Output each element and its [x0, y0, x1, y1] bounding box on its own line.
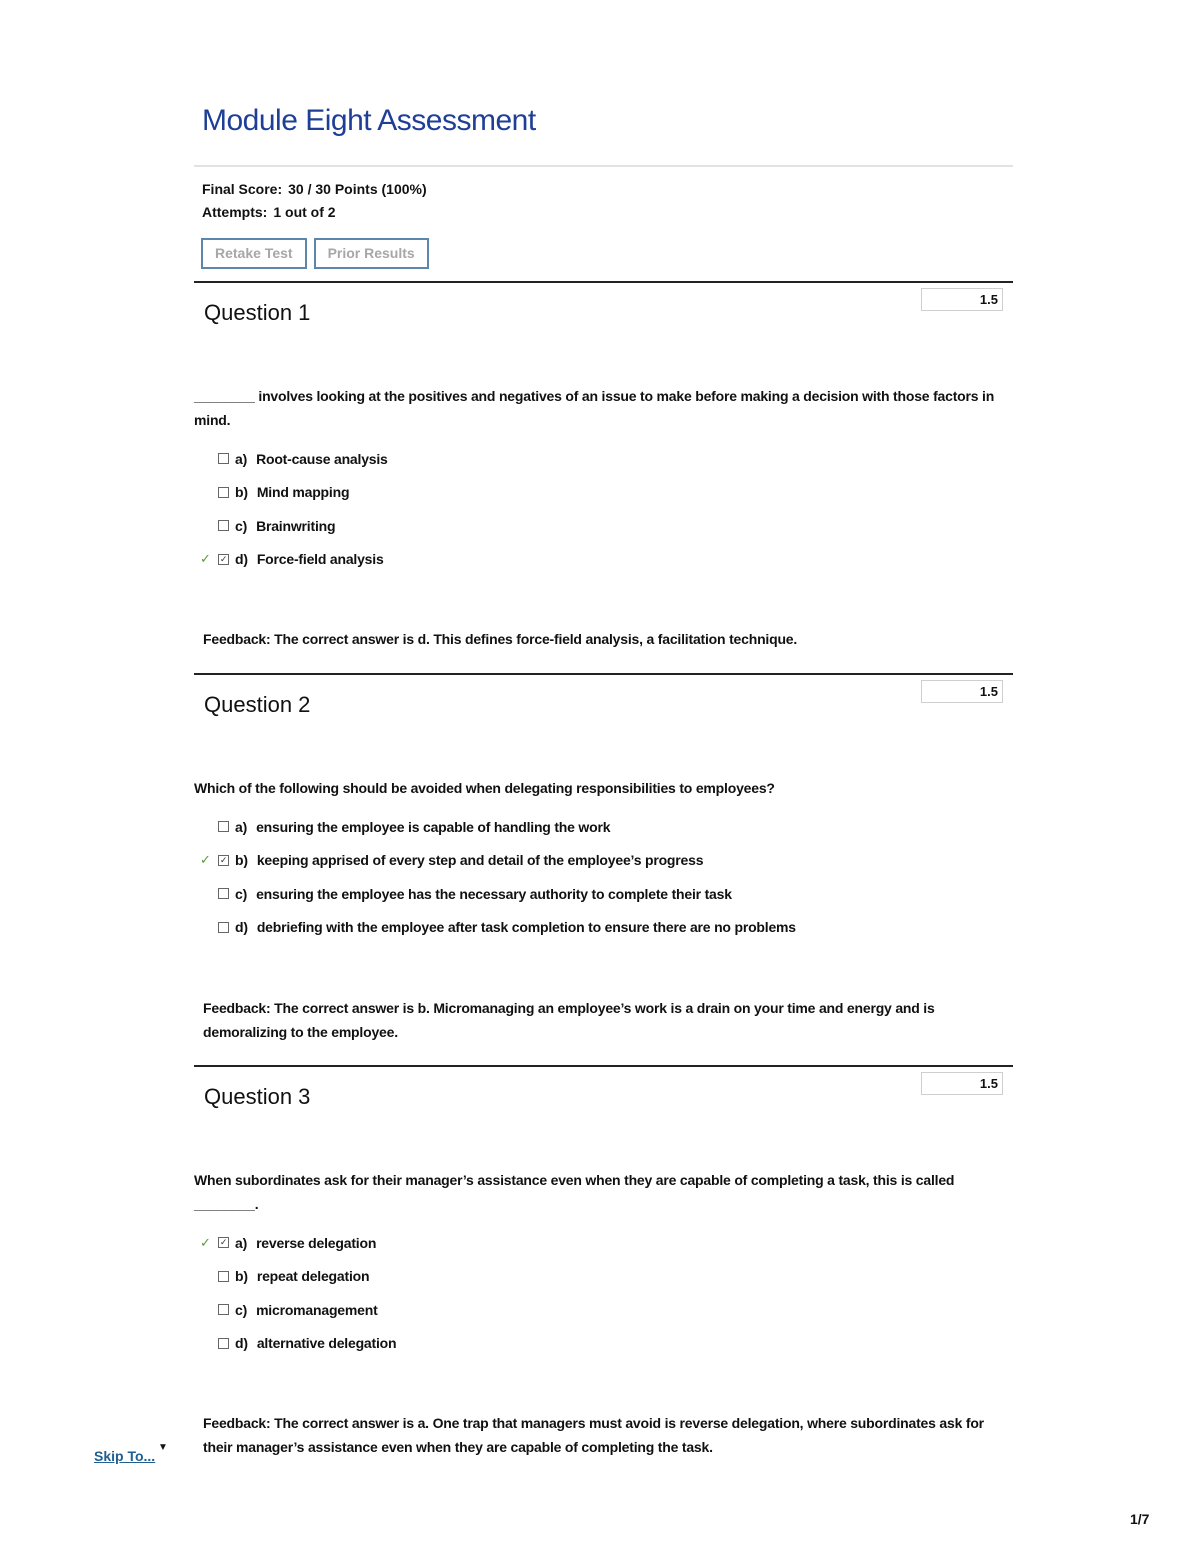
- option-letter: c): [235, 885, 248, 902]
- answer-option[interactable]: [200, 509, 388, 543]
- question-heading: Question 3: [204, 1084, 311, 1109]
- option-text: Root-cause analysis: [256, 450, 388, 467]
- checkbox[interactable]: [218, 453, 229, 464]
- option-text: ensuring the employee is capable of handling the work: [256, 818, 611, 835]
- correct-check-icon: ✓: [200, 551, 211, 567]
- option-text: ensuring the employee has the necessary authority to complete their task: [256, 885, 732, 902]
- feedback-label: Feedback:: [203, 631, 271, 647]
- answer-option[interactable]: [200, 911, 796, 945]
- feedback-label: Feedback:: [203, 1415, 271, 1431]
- feedback: [203, 1411, 1003, 1459]
- option-text: repeat delegation: [256, 1268, 370, 1285]
- option-text: alternative delegation: [256, 1335, 397, 1352]
- question-text: Which of the following should be avoided when delegating responsibilities to employees?: [194, 780, 775, 796]
- final-score-value: 30 / 30 Points (100%): [288, 181, 427, 197]
- checkbox[interactable]: [218, 821, 229, 832]
- answer-option[interactable]: [200, 1293, 396, 1327]
- option-letter: c): [235, 517, 248, 534]
- checkbox-checked[interactable]: ✓: [219, 1237, 228, 1248]
- checkbox[interactable]: [218, 888, 229, 899]
- checkbox[interactable]: [218, 520, 229, 531]
- checkbox[interactable]: [218, 1271, 229, 1282]
- attempts-label: Attempts:: [202, 204, 268, 220]
- option-letter: a): [235, 450, 248, 467]
- checkbox-checked[interactable]: ✓: [219, 553, 228, 564]
- checkbox[interactable]: [218, 1338, 229, 1349]
- option-text: debriefing with the employee after task completion to ensure there are no problems: [256, 919, 796, 936]
- final-score-row: [202, 178, 427, 201]
- feedback-label: Feedback:: [203, 1000, 271, 1016]
- answer-options: [200, 1226, 396, 1360]
- option-letter: b): [235, 852, 248, 869]
- correct-check-icon: ✓: [200, 852, 211, 868]
- answer-option[interactable]: [200, 810, 796, 844]
- option-text: Mind mapping: [256, 484, 350, 501]
- attempts-value: 1 out of 2: [273, 204, 336, 220]
- question-points: 1.5: [921, 1072, 1003, 1095]
- option-text: micromanagement: [256, 1301, 378, 1318]
- option-letter: c): [235, 1301, 248, 1318]
- option-text: keeping apprised of every step and detail of the employee’s progress: [256, 852, 704, 869]
- question-divider: [194, 673, 1013, 675]
- question-points: 1.5: [921, 288, 1003, 311]
- answer-options: [200, 810, 796, 944]
- feedback-text: The correct answer is d. This defines force-field analysis, a facilitation technique.: [274, 631, 798, 647]
- checkbox-checked[interactable]: ✓: [219, 854, 228, 865]
- feedback-text: The correct answer is b. Micromanaging an employee’s work is a drain on your time and energy and is demoralizing to the employee.: [203, 1000, 935, 1040]
- checkbox[interactable]: [218, 922, 229, 933]
- feedback-text: The correct answer is a. One trap that managers must avoid is reverse delegation, where subordinates ask for their manager’s assistance even when they are capable of completing the task.: [203, 1415, 984, 1455]
- answer-option[interactable]: [200, 1327, 396, 1361]
- prior-results-button[interactable]: Prior Results: [314, 238, 429, 269]
- option-letter: d): [235, 1335, 248, 1352]
- answer-option[interactable]: [200, 476, 388, 510]
- option-text: Brainwriting: [256, 517, 336, 534]
- question-text: When subordinates ask for their manager’s assistance even when they are capable of completing a task, this is called ________.: [194, 1172, 955, 1212]
- answer-option[interactable]: [200, 1260, 396, 1294]
- option-text: Force-field analysis: [256, 551, 384, 568]
- title-divider: [194, 165, 1013, 167]
- option-letter: b): [235, 1268, 248, 1285]
- option-text: reverse delegation: [256, 1234, 377, 1251]
- feedback: [203, 996, 1003, 1044]
- feedback: [203, 627, 1003, 651]
- option-letter: b): [235, 484, 248, 501]
- question-text: ________ involves looking at the positives and negatives of an issue to make before making a decision with those factors in mind.: [194, 388, 995, 428]
- correct-check-icon: ✓: [200, 1234, 211, 1250]
- answer-option[interactable]: [200, 442, 388, 476]
- final-score-label: Final Score:: [202, 181, 283, 197]
- checkbox[interactable]: [218, 487, 229, 498]
- answer-option[interactable]: [200, 844, 796, 878]
- answer-options: [200, 442, 388, 576]
- attempts-row: [202, 201, 427, 224]
- option-letter: d): [235, 919, 248, 936]
- page-title: Module Eight Assessment: [202, 104, 536, 137]
- option-letter: d): [235, 551, 248, 568]
- page-number: 1/7: [1130, 1511, 1150, 1527]
- question-divider: [194, 1065, 1013, 1067]
- question-heading: Question 2: [204, 692, 311, 717]
- score-summary: [202, 178, 427, 224]
- checkbox[interactable]: [218, 1304, 229, 1315]
- option-letter: a): [235, 1234, 248, 1251]
- retake-test-button[interactable]: Retake Test: [201, 238, 307, 269]
- question-heading: Question 1: [204, 300, 311, 325]
- question-points: 1.5: [921, 680, 1003, 703]
- option-letter: a): [235, 818, 248, 835]
- question-divider: [194, 281, 1013, 283]
- skip-to-link[interactable]: Skip To...: [94, 1448, 156, 1464]
- chevron-down-icon[interactable]: ▼: [158, 1442, 168, 1453]
- answer-option[interactable]: [200, 543, 388, 577]
- action-buttons: [201, 238, 429, 269]
- answer-option[interactable]: [200, 1226, 396, 1260]
- answer-option[interactable]: [200, 877, 796, 911]
